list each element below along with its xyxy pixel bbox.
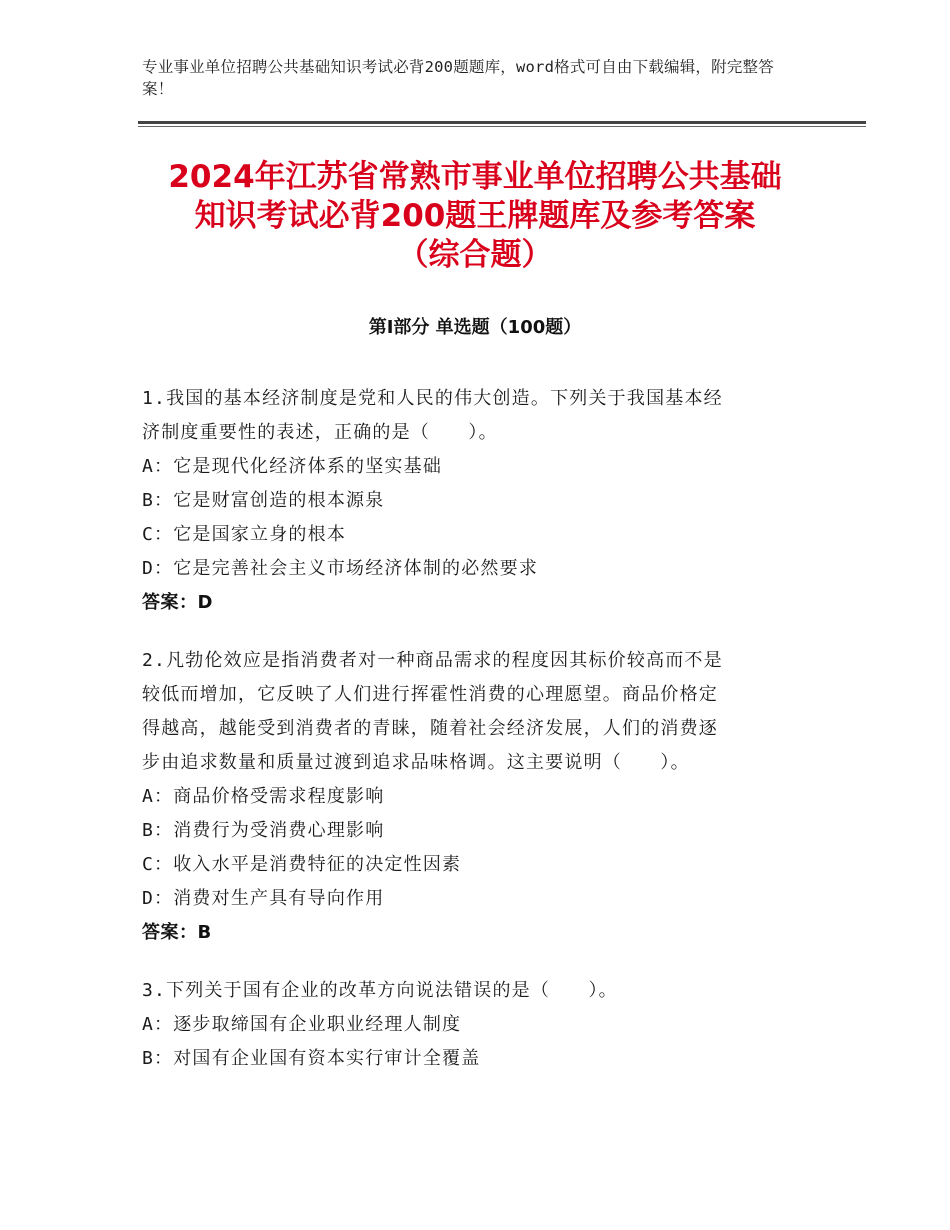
question-stem-line: 2.凡勃伦效应是指消费者对一种商品需求的程度因其标价较高而不是 (142, 650, 723, 671)
question-list (142, 382, 812, 1076)
question-stem-line: 得越高，越能受到消费者的青睐，随着社会经济发展，人们的消费逐 (142, 718, 718, 739)
question-2 (142, 644, 812, 950)
question-3 (142, 974, 812, 1076)
option-b: B：消费行为受消费心理影响 (142, 820, 385, 841)
option-b: B：它是财富创造的根本源泉 (142, 490, 385, 511)
question-stem-line: 1.我国的基本经济制度是党和人民的伟大创造。下列关于我国基本经 (142, 388, 723, 409)
question-spacer (142, 620, 812, 644)
question-stem-line: 3.下列关于国有企业的改革方向说法错误的是（ ）。 (142, 980, 618, 1001)
section-heading: 第Ⅰ部分 单选题（100题） (368, 317, 582, 338)
option-b: B：对国有企业国有资本实行审计全覆盖 (142, 1048, 481, 1069)
option-a: A：它是现代化经济体系的坚实基础 (142, 456, 443, 477)
question-spacer (142, 950, 812, 974)
option-a: A：商品价格受需求程度影响 (142, 786, 385, 807)
title-line-3: （综合题） (397, 237, 553, 273)
answer: 答案：B (142, 922, 212, 943)
question-stem-line: 步由追求数量和质量过渡到追求品味格调。这主要说明（ ）。 (142, 752, 690, 773)
option-a: A：逐步取缔国有企业职业经理人制度 (142, 1014, 462, 1035)
option-c: C：它是国家立身的根本 (142, 524, 347, 545)
option-d: D：它是完善社会主义市场经济体制的必然要求 (142, 558, 539, 579)
option-d: D：消费对生产具有导向作用 (142, 888, 385, 909)
title-line-1: 2024年江苏省常熟市事业单位招聘公共基础 (168, 159, 782, 195)
header-rule-thick (138, 121, 866, 124)
question-stem-line: 济制度重要性的表述，正确的是（ ）。 (142, 422, 498, 443)
option-c: C：收入水平是消费特征的决定性因素 (142, 854, 462, 875)
question-1 (142, 382, 812, 620)
question-stem-line: 较低而增加，它反映了人们进行挥霍性消费的心理愿望。商品价格定 (142, 684, 718, 705)
header-note: 专业事业单位招聘公共基础知识考试必背200题题库，word格式可自由下载编辑，附完整答案！ (142, 58, 774, 98)
title-line-2: 知识考试必背200题王牌题库及参考答案 (194, 198, 756, 234)
header-rule-thin (138, 126, 866, 127)
answer: 答案：D (142, 592, 213, 613)
document-title (130, 158, 820, 275)
